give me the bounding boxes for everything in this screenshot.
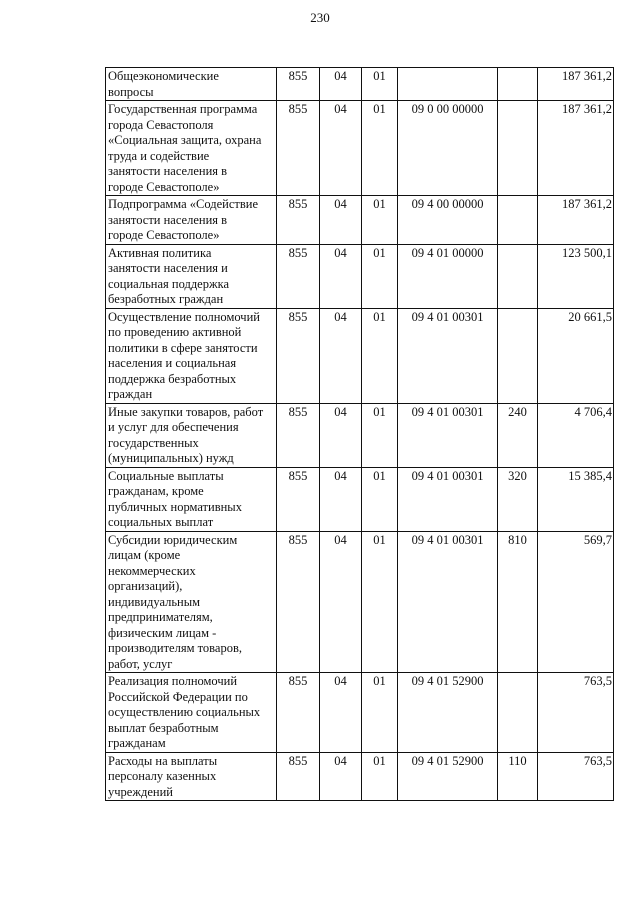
section-code-cell: 04 — [320, 673, 362, 753]
table-row — [106, 68, 614, 101]
section-code-cell: 04 — [320, 196, 362, 245]
expense-type-cell — [498, 244, 538, 308]
target-article-cell: 09 4 01 52900 — [398, 673, 498, 753]
section-code-cell: 04 — [320, 403, 362, 467]
row-name-line: лицам (кроме — [108, 548, 181, 562]
admin-code-cell: 855 — [277, 467, 320, 531]
row-name-cell — [106, 308, 277, 403]
expense-type-cell: 810 — [498, 531, 538, 673]
section-code-cell: 04 — [320, 531, 362, 673]
amount-cell: 15 385,4 — [538, 467, 614, 531]
table-row — [106, 101, 614, 196]
table-row — [106, 673, 614, 753]
expense-type-cell: 110 — [498, 752, 538, 801]
row-name-line: политики в сфере занятости — [108, 340, 258, 355]
target-article-cell: 09 4 01 00301 — [398, 403, 498, 467]
admin-code-cell: 855 — [277, 196, 320, 245]
amount-cell: 4 706,4 — [538, 403, 614, 467]
row-name-line: персоналу казенных — [108, 769, 217, 783]
row-name-line: государственных — [108, 435, 199, 450]
section-code-cell: 04 — [320, 308, 362, 403]
row-name-line: физическим лицам - — [108, 625, 217, 640]
expense-type-cell — [498, 196, 538, 245]
row-name-line: гражданам — [108, 736, 166, 750]
section-code-cell: 04 — [320, 101, 362, 196]
row-name-line: города Севастополя — [108, 117, 214, 132]
table-row — [106, 196, 614, 245]
target-article-cell: 09 4 01 00301 — [398, 308, 498, 403]
row-name-line: «Социальная защита, охрана — [108, 133, 262, 147]
row-name-line: Субсидии юридическим — [108, 532, 238, 547]
row-name-cell — [106, 673, 277, 753]
admin-code-cell: 855 — [277, 68, 320, 101]
row-name-line: гражданам, кроме — [108, 484, 204, 498]
target-article-cell: 09 4 00 00000 — [398, 196, 498, 245]
row-name-line: и услуг для обеспечения — [108, 420, 239, 434]
row-name-line: Государственная программа — [108, 102, 258, 116]
subsection-code-cell: 01 — [362, 403, 398, 467]
row-name-line: публичных нормативных — [108, 499, 242, 514]
row-name-line: Социальные выплаты — [108, 468, 224, 483]
subsection-code-cell: 01 — [362, 68, 398, 101]
admin-code-cell: 855 — [277, 673, 320, 753]
admin-code-cell: 855 — [277, 101, 320, 196]
row-name-line: организаций), — [108, 579, 183, 593]
row-name-line: производителям товаров, — [108, 641, 242, 655]
subsection-code-cell: 01 — [362, 308, 398, 403]
row-name-line: Осуществление полномочий — [108, 309, 260, 324]
row-name-line: занятости населения в — [108, 164, 228, 178]
row-name-line: населения и социальная — [108, 356, 237, 370]
section-code-cell: 04 — [320, 68, 362, 101]
section-code-cell: 04 — [320, 467, 362, 531]
row-name-line: труда и содействие — [108, 148, 210, 163]
row-name-line: Иные закупки товаров, работ — [108, 404, 264, 419]
row-name-line: Активная политика — [108, 245, 212, 260]
page-number: 230 — [310, 10, 330, 25]
row-name-line: осуществлению социальных — [108, 705, 261, 719]
subsection-code-cell: 01 — [362, 196, 398, 245]
subsection-code-cell: 01 — [362, 101, 398, 196]
row-name-line: Подпрограмма «Содействие — [108, 197, 259, 211]
subsection-code-cell: 01 — [362, 244, 398, 308]
row-name-cell — [106, 403, 277, 467]
row-name-line: Общеэкономические — [108, 69, 219, 83]
row-name-line: социальных выплат — [108, 515, 214, 529]
row-name-line: городе Севастополе» — [108, 228, 220, 242]
row-name-line: вопросы — [108, 84, 154, 99]
row-name-line: по проведению активной — [108, 325, 242, 339]
amount-cell: 763,5 — [538, 673, 614, 753]
amount-cell: 187 361,2 — [538, 196, 614, 245]
budget-table — [105, 67, 614, 801]
row-name-line: (муниципальных) нужд — [108, 451, 234, 465]
subsection-code-cell: 01 — [362, 673, 398, 753]
row-name-line: Расходы на выплаты — [108, 753, 218, 768]
row-name-line: выплат безработным — [108, 720, 219, 735]
row-name-line: учреждений — [108, 784, 173, 799]
row-name-cell — [106, 752, 277, 801]
row-name-line: поддержка безработных — [108, 371, 237, 386]
expense-type-cell — [498, 673, 538, 753]
subsection-code-cell: 01 — [362, 531, 398, 673]
amount-cell: 187 361,2 — [538, 68, 614, 101]
row-name-line: граждан — [108, 387, 153, 401]
admin-code-cell: 855 — [277, 244, 320, 308]
row-name-line: занятости населения и — [108, 261, 228, 275]
target-article-cell: 09 0 00 00000 — [398, 101, 498, 196]
table-row — [106, 244, 614, 308]
amount-cell: 20 661,5 — [538, 308, 614, 403]
row-name-cell — [106, 244, 277, 308]
table-row — [106, 403, 614, 467]
table-row — [106, 467, 614, 531]
row-name-cell — [106, 531, 277, 673]
row-name-line: безработных граждан — [108, 292, 224, 306]
admin-code-cell: 855 — [277, 531, 320, 673]
row-name-line: занятости населения в — [108, 212, 228, 227]
admin-code-cell: 855 — [277, 308, 320, 403]
row-name-line: индивидуальным — [108, 594, 201, 609]
target-article-cell: 09 4 01 00000 — [398, 244, 498, 308]
expense-type-cell: 240 — [498, 403, 538, 467]
row-name-cell — [106, 467, 277, 531]
row-name-line: предпринимателям, — [108, 610, 213, 624]
target-article-cell: 09 4 01 52900 — [398, 752, 498, 801]
section-code-cell: 04 — [320, 244, 362, 308]
subsection-code-cell: 01 — [362, 467, 398, 531]
row-name-cell — [106, 68, 277, 101]
target-article-cell — [398, 68, 498, 101]
expense-type-cell — [498, 308, 538, 403]
row-name-line: некоммерческих — [108, 563, 196, 578]
admin-code-cell: 855 — [277, 403, 320, 467]
amount-cell: 123 500,1 — [538, 244, 614, 308]
row-name-line: социальная поддержка — [108, 276, 230, 291]
table-body — [106, 68, 614, 801]
section-code-cell: 04 — [320, 752, 362, 801]
row-name-line: работ, услуг — [108, 656, 173, 671]
amount-cell: 763,5 — [538, 752, 614, 801]
expense-type-cell — [498, 68, 538, 101]
target-article-cell: 09 4 01 00301 — [398, 467, 498, 531]
row-name-line: городе Севастополе» — [108, 179, 220, 194]
admin-code-cell: 855 — [277, 752, 320, 801]
amount-cell: 187 361,2 — [538, 101, 614, 196]
row-name-line: Реализация полномочий — [108, 674, 238, 688]
table-row — [106, 531, 614, 673]
expense-type-cell — [498, 101, 538, 196]
table-row — [106, 752, 614, 801]
target-article-cell: 09 4 01 00301 — [398, 531, 498, 673]
table-row — [106, 308, 614, 403]
amount-cell: 569,7 — [538, 531, 614, 673]
expense-type-cell: 320 — [498, 467, 538, 531]
row-name-line: Российской Федерации по — [108, 689, 248, 704]
row-name-cell — [106, 196, 277, 245]
row-name-cell — [106, 101, 277, 196]
subsection-code-cell: 01 — [362, 752, 398, 801]
